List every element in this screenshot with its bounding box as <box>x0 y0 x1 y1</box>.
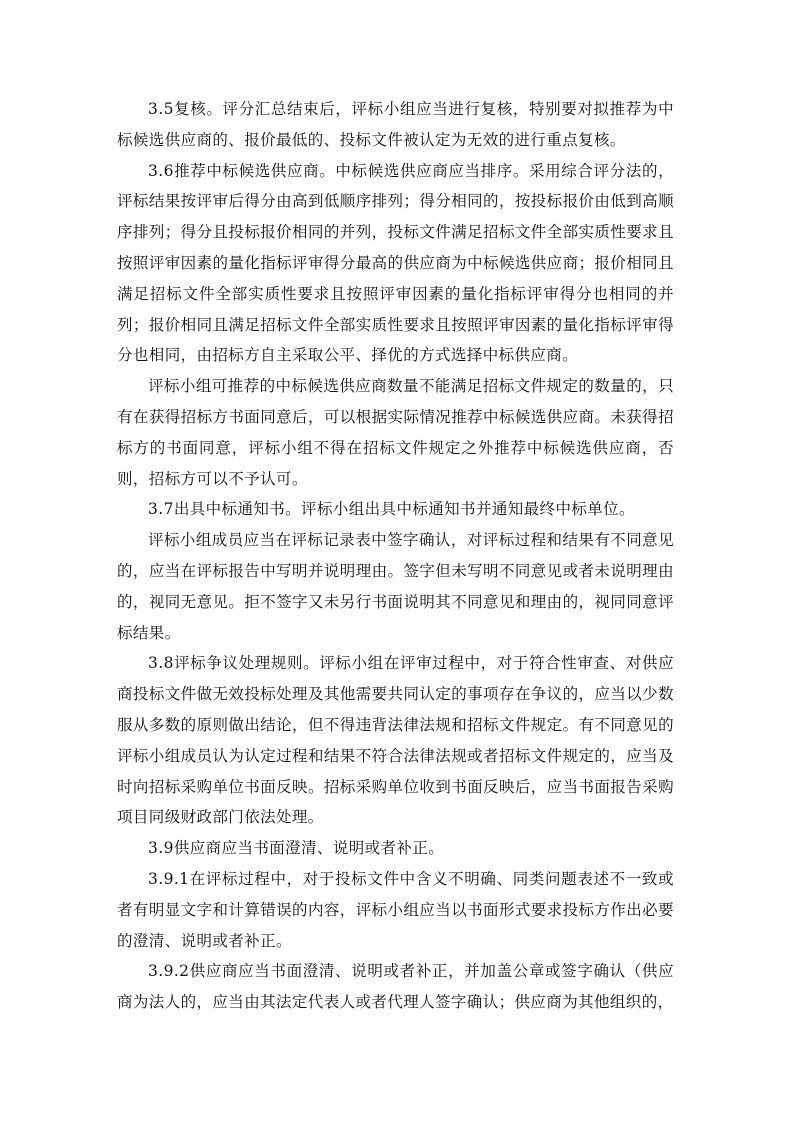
paragraph-clarification-request: 3.9.1在评标过程中，对于投标文件中含义不明确、同类问题表述不一致或者有明显文字和计算错误的内容，评标小组应当以书面形式要求投标方作出必要的澄清、说明或者补正。 <box>117 869 674 950</box>
paragraph-dispute-rules: 3.8评标争议处理规则。评标小组在评审过程中，对于符合性审查、对供应商投标文件做无效投标处理及其他需要共同认定的事项存在争议的，应当以少数服从多数的原则做出结论，但不得违背法律法规和招标文件规定。有不同意见的评标小组成员认为认定过程和结果不符合法律法规或者招标文件规定的，应当及时向招标采购单位书面反映。招标采购单位收到书面反映后，应当书面报告采购项目同级财政部门依法处理。 <box>117 654 674 827</box>
paragraph-written-clarification: 3.9.2供应商应当书面澄清、说明或者补正，并加盖公章或签字确认（供应商为法人的，应当由其法定代表人或者代理人签字确认；供应商为其他组织的， <box>117 962 674 1012</box>
paragraph-review: 3.5复核。评分汇总结束后，评标小组应当进行复核，特别要对拟推荐为中标候选供应商的、报价最低的、投标文件被认定为无效的进行重点复核。 <box>117 100 674 149</box>
paragraph-clarification-heading: 3.9供应商应当书面澄清、说明或者补正。 <box>148 839 445 858</box>
paragraph-award-notice: 3.7出具中标通知书。评标小组出具中标通知书并通知最终中标单位。 <box>148 500 635 519</box>
document-body <box>117 94 674 1018</box>
paragraph-recommend-candidates: 3.6推荐中标候选供应商。中标候选供应商应当排序。采用综合评分法的，评标结果按评审后得分由高到低顺序排列；得分相同的，按投标报价由低到高顺序排列；得分且投标报价相同的并列，投标文件满足招标文件全部实质性要求且按照评审因素的量化指标评审得分最高的供应商为中标候选供应商；报价相同且满足招标文件全部实质性要求且按照评审因素的量化指标评审得分也相同的并列；报价相同且满足招标文件全部实质性要求且按照评审因素的量化指标评审得分也相同，由招标方自主采取公平、择优的方式选择中标供应商。 <box>117 161 674 365</box>
paragraph-signature-confirmation: 评标小组成员应当在评标记录表中签字确认，对评标过程和结果有不同意见的，应当在评标报告中写明并说明理由。签字但未写明不同意见或者未说明理由的，视同无意见。拒不签字又未另行书面说明其不同意见和理由的，视同同意评标结果。 <box>117 531 674 642</box>
paragraph-candidate-quantity: 评标小组可推荐的中标候选供应商数量不能满足招标文件规定的数量的，只有在获得招标方书面同意后，可以根据实际情况推荐中标候选供应商。未获得招标方的书面同意，评标小组不得在招标文件规定之外推荐中标候选供应商，否则，招标方可以不予认可。 <box>117 377 674 488</box>
